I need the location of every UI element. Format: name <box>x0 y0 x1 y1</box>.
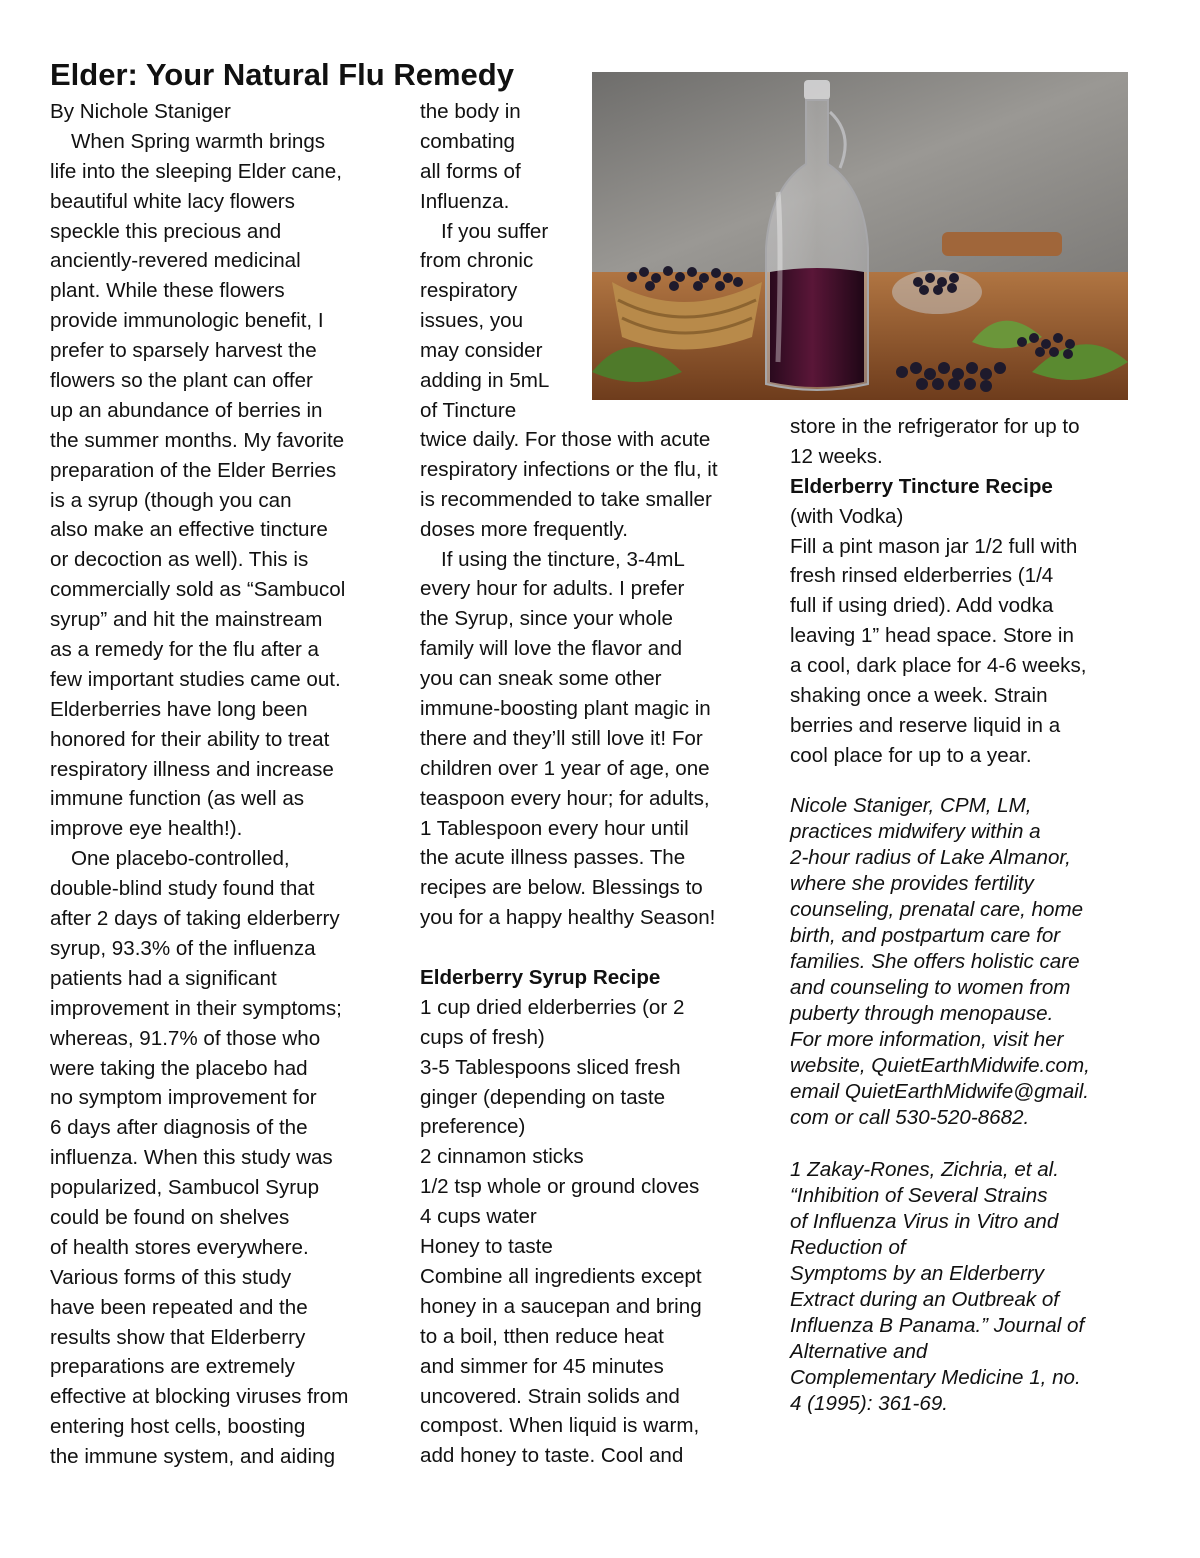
elderberry-syrup-photo <box>592 72 1128 400</box>
body-line: preparations are extremely <box>50 1355 295 1379</box>
article-column-1 <box>50 97 348 1472</box>
body-line: of Tincture <box>420 398 517 422</box>
body-line: from chronic <box>420 249 534 273</box>
body-line: influenza. When this study was <box>50 1146 333 1170</box>
bio-line: For more information, visit her <box>790 1028 1064 1051</box>
elderberry-bottle-illustration <box>592 72 1128 400</box>
reference-line: 1 Zakay-Rones, Zichria, et al. <box>790 1158 1059 1181</box>
body-line: the summer months. My favorite <box>50 428 345 452</box>
body-line: effective at blocking viruses from <box>50 1385 349 1409</box>
bio-line: website, QuietEarthMidwife.com, <box>790 1054 1090 1077</box>
body-line: the body in <box>420 100 521 123</box>
body-line: Influenza. <box>420 189 510 213</box>
recipe-line: uncovered. Strain solids and <box>420 1384 680 1408</box>
recipe-line: 12 weeks. <box>790 444 883 468</box>
recipe-line: cups of fresh) <box>420 1025 545 1049</box>
article-column-2 <box>420 425 718 1471</box>
body-line: combating <box>420 129 516 153</box>
body-line: of health stores everywhere. <box>50 1235 309 1259</box>
body-line: improve eye health!). <box>50 817 243 841</box>
body-line: flowers so the plant can offer <box>50 369 313 393</box>
body-line: you for a happy healthy Season! <box>420 906 716 930</box>
tincture-recipe-body <box>790 532 1086 771</box>
body-line: the Syrup, since your whole <box>420 607 673 631</box>
body-line: 1 Tablespoon every hour until <box>420 816 689 840</box>
recipe-line: Combine all ingredients except <box>420 1264 702 1288</box>
body-line: is recommended to take smaller <box>420 487 712 511</box>
bio-line: com or call 530-520-8682. <box>790 1106 1030 1129</box>
body-line: after 2 days of taking elderberry <box>50 907 340 931</box>
body-line: speckle this precious and <box>50 219 282 243</box>
recipe-line: compost. When liquid is warm, <box>420 1414 700 1438</box>
reference-line: Complementary Medicine 1, no. <box>790 1366 1081 1389</box>
body-line: syrup” and hit the mainstream <box>50 608 323 632</box>
body-line: as a remedy for the flu after a <box>50 638 319 662</box>
body-line: double-blind study found that <box>50 877 315 901</box>
recipe-line: preference) <box>420 1115 526 1139</box>
body-line: could be found on shelves <box>50 1205 290 1229</box>
body-line: syrup, 93.3% of the influenza <box>50 936 316 960</box>
reference-line: Symptoms by an Elderberry <box>790 1262 1045 1285</box>
reference-line: Alternative and <box>790 1340 928 1363</box>
reference-citation <box>790 1157 1090 1417</box>
body-line: doses more frequently. <box>420 517 628 541</box>
recipe-line: store in the refrigerator for up to <box>790 415 1080 438</box>
body-line: the immune system, and aiding <box>50 1445 336 1469</box>
bio-line: puberty through menopause. <box>790 1002 1054 1025</box>
recipe-line: and simmer for 45 minutes <box>420 1354 664 1378</box>
body-line: entering host cells, boosting <box>50 1415 306 1439</box>
reference-line: Extract during an Outbreak of <box>790 1288 1060 1311</box>
body-line: anciently-revered medicinal <box>50 249 301 273</box>
bio-line: and counseling to women from <box>790 976 1071 999</box>
body-line: improvement in their symptoms; <box>50 996 342 1020</box>
tincture-recipe-subheading: (with Vodka) <box>790 504 904 528</box>
body-line: respiratory <box>420 279 518 303</box>
recipe-line: 2 cinnamon sticks <box>420 1145 584 1169</box>
body-line: all forms of <box>420 159 521 183</box>
recipe-line: a cool, dark place for 4-6 weeks, <box>790 654 1087 678</box>
syrup-recipe-heading: Elderberry Syrup Recipe <box>420 966 661 990</box>
tincture-recipe-heading: Elderberry Tincture Recipe <box>790 474 1053 498</box>
bio-line: practices midwifery within a <box>790 820 1041 843</box>
body-line: respiratory illness and increase <box>50 757 334 781</box>
body-line: plant. While these flowers <box>50 279 285 303</box>
article-title: Elder: Your Natural Flu Remedy <box>50 57 514 92</box>
body-line: family will love the flavor and <box>420 637 683 661</box>
article-column-3 <box>790 412 1086 771</box>
body-line: When Spring warmth brings <box>71 129 326 153</box>
body-line: respiratory infections or the flu, it <box>420 457 718 481</box>
body-line: no symptom improvement for <box>50 1086 317 1110</box>
reference-line: “Inhibition of Several Strains <box>790 1184 1048 1207</box>
recipe-line: fresh rinsed elderberries (1/4 <box>790 564 1054 588</box>
reference-line: 4 (1995): 361-69. <box>790 1392 948 1415</box>
body-line: Elderberries have long been <box>50 697 308 721</box>
body-line: If you suffer <box>441 219 549 243</box>
body-line: children over 1 year of age, one <box>420 756 710 780</box>
body-line: immune-boosting plant magic in <box>420 697 711 721</box>
body-line: up an abundance of berries in <box>50 398 323 422</box>
recipe-line: to a boil, tthen reduce heat <box>420 1324 664 1348</box>
body-line: teaspoon every hour; for adults, <box>420 786 710 810</box>
body-line: honored for their ability to treat <box>50 727 330 751</box>
body-line: the acute illness passes. The <box>420 846 686 870</box>
body-line: popularized, Sambucol Syrup <box>50 1176 320 1200</box>
recipe-line: berries and reserve liquid in a <box>790 713 1061 737</box>
body-line: also make an effective tincture <box>50 518 328 542</box>
recipe-line: Honey to taste <box>420 1235 553 1259</box>
body-line: Various forms of this study <box>50 1265 292 1289</box>
body-line: patients had a significant <box>50 966 277 990</box>
body-line: preparation of the Elder Berries <box>50 458 337 482</box>
body-line: were taking the placebo had <box>50 1056 308 1080</box>
body-line: every hour for adults. I prefer <box>420 577 685 601</box>
recipe-line: Fill a pint mason jar 1/2 full with <box>790 534 1078 558</box>
body-line: results show that Elderberry <box>50 1325 306 1349</box>
body-line: provide immunologic benefit, I <box>50 309 324 333</box>
recipe-line: full if using dried). Add vodka <box>790 594 1054 618</box>
body-line: is a syrup (though you can <box>50 488 292 512</box>
reference-line: Reduction of <box>790 1236 906 1259</box>
bio-line: counseling, prenatal care, home <box>790 898 1084 921</box>
body-line: may consider <box>420 339 543 363</box>
recipe-line: 4 cups water <box>420 1205 537 1229</box>
body-line: or decoction as well). This is <box>50 548 309 572</box>
body-line: immune function (as well as <box>50 787 305 811</box>
bio-line: Nicole Staniger, CPM, LM, <box>790 794 1032 817</box>
cutting-board <box>942 232 1062 256</box>
recipe-line: 1 cup dried elderberries (or 2 <box>420 995 685 1019</box>
body-line: commercially sold as “Sambucol <box>50 578 346 602</box>
body-line: few important studies came out. <box>50 667 341 691</box>
bio-line: families. She offers holistic care <box>790 950 1080 973</box>
column-1-body <box>50 127 348 1472</box>
bio-line: where she provides fertility <box>790 872 1034 895</box>
body-line: adding in 5mL <box>420 369 550 393</box>
byline: By Nichole Staniger <box>50 100 231 123</box>
bio-line: email QuietEarthMidwife@gmail. <box>790 1080 1090 1103</box>
recipe-line: add honey to taste. Cool and <box>420 1444 684 1468</box>
syrup-recipe-continued <box>790 412 1086 472</box>
recipe-line: 3-5 Tablespoons sliced fresh <box>420 1055 681 1079</box>
body-line: twice daily. For those with acute <box>420 428 711 451</box>
author-bio <box>790 793 1090 1131</box>
body-line: there and they’ll still love it! For <box>420 726 703 750</box>
reference-line: of Influenza Virus in Vitro and <box>790 1210 1059 1233</box>
body-line: One placebo-controlled, <box>71 847 290 871</box>
recipe-line: cool place for up to a year. <box>790 743 1032 767</box>
body-line: 6 days after diagnosis of the <box>50 1116 308 1140</box>
recipe-line: ginger (depending on taste <box>420 1085 666 1109</box>
body-line: If using the tincture, 3-4mL <box>441 547 685 571</box>
body-line: life into the sleeping Elder cane, <box>50 159 342 183</box>
recipe-line: honey in a saucepan and bring <box>420 1294 702 1318</box>
body-line: you can sneak some other <box>420 667 662 691</box>
recipe-line: leaving 1” head space. Store in <box>790 624 1074 648</box>
bio-line: birth, and postpartum care for <box>790 924 1061 947</box>
recipe-line: 1/2 tsp whole or ground cloves <box>420 1175 700 1199</box>
body-line: prefer to sparsely harvest the <box>50 339 317 363</box>
reference-line: Influenza B Panama.” Journal of <box>790 1314 1085 1337</box>
body-line: whereas, 91.7% of those who <box>50 1026 321 1050</box>
article-column-2-top <box>420 97 549 426</box>
body-line: issues, you <box>420 309 524 333</box>
recipe-line: shaking once a week. Strain <box>790 684 1048 708</box>
author-bio-and-reference <box>790 793 1090 1417</box>
column-2-body <box>420 425 718 933</box>
bio-line: 2-hour radius of Lake Almanor, <box>790 846 1071 869</box>
body-line: have been repeated and the <box>50 1295 308 1319</box>
body-line: beautiful white lacy flowers <box>50 189 295 213</box>
syrup-recipe-body <box>420 993 718 1471</box>
body-line: recipes are below. Blessings to <box>420 876 703 900</box>
